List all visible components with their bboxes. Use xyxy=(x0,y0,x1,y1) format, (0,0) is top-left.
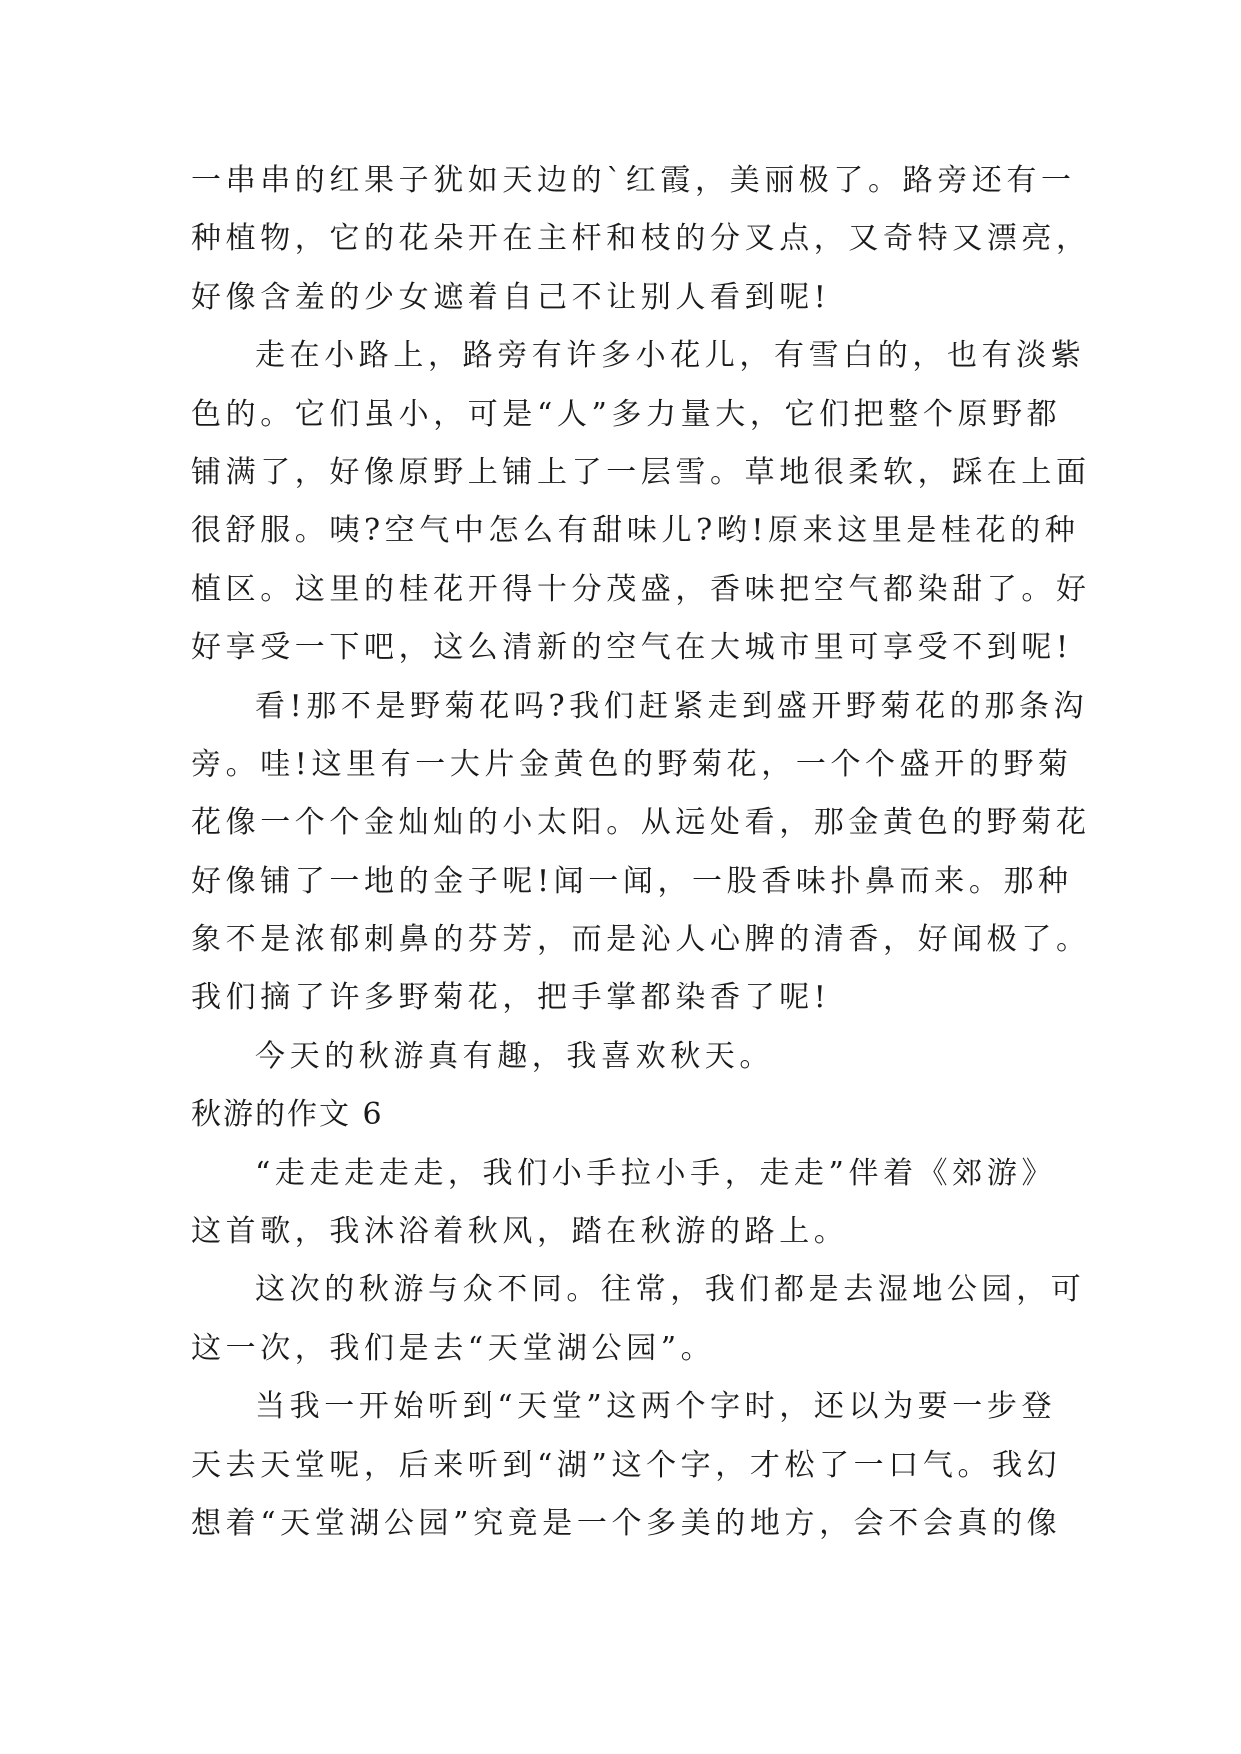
text-line: 种植物，它的花朵开在主杆和枝的分叉点，又奇特又漂亮， xyxy=(191,221,1091,257)
text-line: 铺满了，好像原野上铺上了一层雪。草地很柔软，踩在上面 xyxy=(191,454,1091,490)
section-heading: 秋游的作文 6 xyxy=(191,1097,384,1133)
text-line: 好像含羞的少女遮着自己不让别人看到呢! xyxy=(191,279,831,315)
paragraph-first-line: 当我一开始听到“天堂”这两个字时，还以为要一步登 xyxy=(255,1389,1057,1425)
document-body xyxy=(191,152,1091,1553)
paragraph-first-line: 这次的秋游与众不同。往常，我们都是去湿地公园，可 xyxy=(255,1272,1086,1308)
text-line: 这一次，我们是去“天堂湖公园”。 xyxy=(191,1330,716,1366)
text-line: 很舒服。咦?空气中怎么有甜味儿?哟!原来这里是桂花的种 xyxy=(191,513,1080,549)
text-line: 植区。这里的桂花开得十分茂盛，香味把空气都染甜了。好 xyxy=(191,571,1091,607)
text-line: 象不是浓郁刺鼻的芬芳，而是沁人心脾的清香，好闻极了。 xyxy=(191,922,1091,958)
text-line: 旁。哇!这里有一大片金黄色的野菊花，一个个盛开的野菊 xyxy=(191,746,1073,782)
text-line: 花像一个个金灿灿的小太阳。从远处看，那金黄色的野菊花 xyxy=(191,805,1091,841)
paragraph-first-line: 今天的秋游真有趣，我喜欢秋天。 xyxy=(255,1038,774,1074)
paragraph-first-line: 看!那不是野菊花吗?我们赶紧走到盛开野菊花的那条沟 xyxy=(255,688,1089,724)
text-line: 我们摘了许多野菊花，把手掌都染香了呢! xyxy=(191,980,831,1016)
text-line: 这首歌，我沐浴着秋风，踏在秋游的路上。 xyxy=(191,1214,849,1250)
text-line: 好像铺了一地的金子呢!闻一闻，一股香味扑鼻而来。那种 xyxy=(191,863,1073,899)
text-line: 一串串的红果子犹如天边的`红霞，美丽极了。路旁还有一 xyxy=(191,163,1076,198)
paragraph-first-line: 走在小路上，路旁有许多小花儿，有雪白的，也有淡紫 xyxy=(255,338,1086,374)
text-line: 想着“天堂湖公园”究竟是一个多美的地方，会不会真的像 xyxy=(191,1505,1062,1541)
text-line: 好享受一下吧，这么清新的空气在大城市里可享受不到呢! xyxy=(191,630,1073,666)
text-line: 色的。它们虽小，可是“人”多力量大，它们把整个原野都 xyxy=(191,396,1062,432)
text-line: 天去天堂呢，后来听到“湖”这个字，才松了一口气。我幻 xyxy=(191,1447,1062,1483)
paragraph-first-line: “走走走走走，我们小手拉小手，走走”伴着《郊游》 xyxy=(255,1155,1057,1191)
